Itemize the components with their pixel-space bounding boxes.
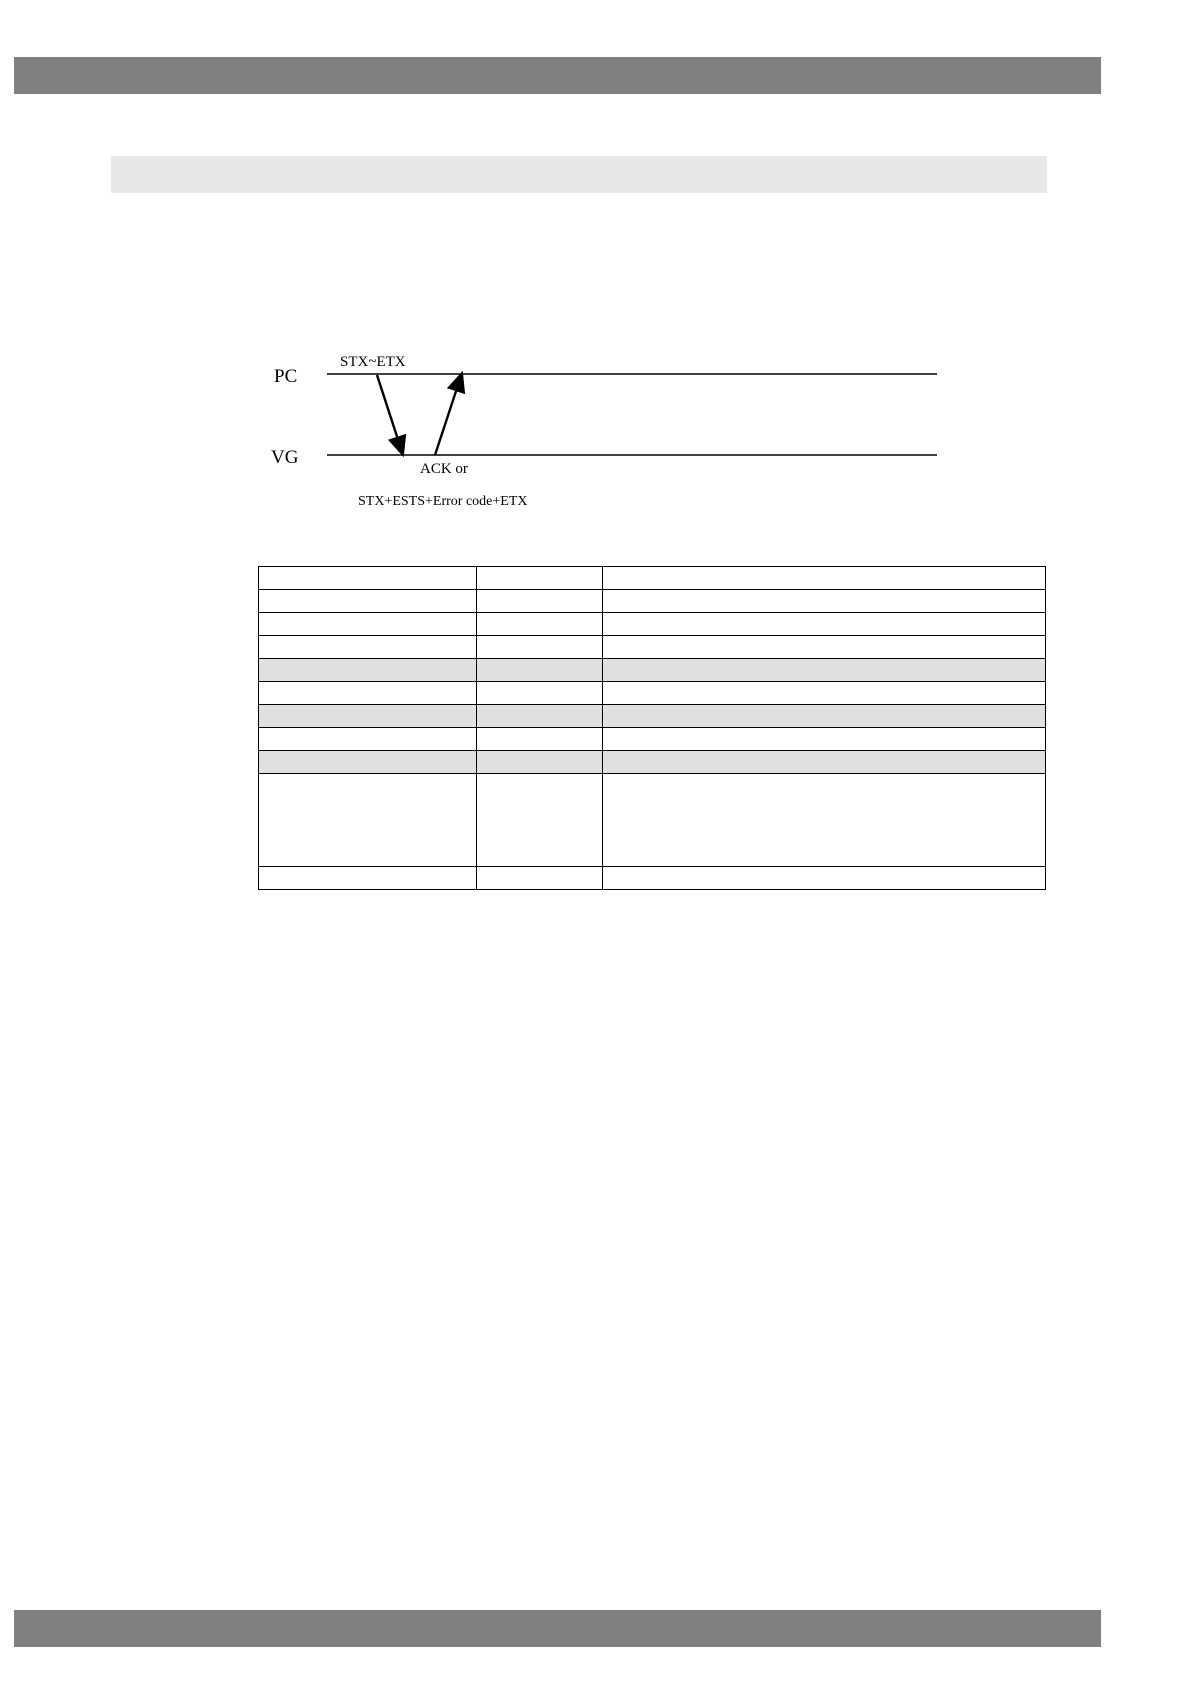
pc-label: PC bbox=[274, 366, 298, 387]
send-label: STX~ETX bbox=[340, 354, 406, 370]
table-cell bbox=[477, 659, 603, 682]
error-code-table bbox=[258, 566, 1046, 890]
communication-sequence-diagram bbox=[250, 340, 950, 520]
table-cell bbox=[259, 751, 477, 774]
table-cell bbox=[477, 705, 603, 728]
table-cell bbox=[259, 728, 477, 751]
table-cell bbox=[603, 682, 1046, 705]
footer-band bbox=[14, 1610, 1101, 1647]
error-code-table-body bbox=[259, 567, 1046, 890]
table-cell bbox=[603, 705, 1046, 728]
send-arrow bbox=[377, 375, 403, 455]
table-cell bbox=[477, 567, 603, 590]
table-cell bbox=[259, 705, 477, 728]
header-band bbox=[14, 57, 1101, 94]
table-cell bbox=[603, 867, 1046, 890]
table-row bbox=[259, 682, 1046, 705]
table-cell bbox=[259, 867, 477, 890]
reply-arrow bbox=[435, 373, 462, 455]
table-row bbox=[259, 590, 1046, 613]
reply-label-line1: ACK or bbox=[420, 461, 468, 477]
table-cell bbox=[603, 659, 1046, 682]
table-cell bbox=[259, 774, 477, 867]
table-cell bbox=[603, 751, 1046, 774]
table-cell bbox=[477, 682, 603, 705]
table-cell bbox=[603, 774, 1046, 867]
table-row bbox=[259, 636, 1046, 659]
table-cell bbox=[603, 567, 1046, 590]
table-row bbox=[259, 728, 1046, 751]
table-cell bbox=[477, 613, 603, 636]
reply-label-line2: STX+ESTS+Error code+ETX bbox=[358, 494, 528, 509]
table-row bbox=[259, 751, 1046, 774]
table-cell bbox=[477, 590, 603, 613]
table-cell bbox=[603, 728, 1046, 751]
table-cell bbox=[259, 659, 477, 682]
table-row bbox=[259, 705, 1046, 728]
table-cell bbox=[477, 636, 603, 659]
section-heading-bar bbox=[111, 156, 1047, 193]
vg-label: VG bbox=[271, 447, 299, 468]
table-cell bbox=[477, 867, 603, 890]
table-row bbox=[259, 867, 1046, 890]
table-cell bbox=[477, 728, 603, 751]
table-row bbox=[259, 613, 1046, 636]
table-cell bbox=[259, 590, 477, 613]
table-cell bbox=[259, 613, 477, 636]
table-cell bbox=[603, 636, 1046, 659]
table-cell bbox=[477, 774, 603, 867]
table-cell bbox=[259, 567, 477, 590]
table-row bbox=[259, 567, 1046, 590]
table-row bbox=[259, 774, 1046, 867]
table-cell bbox=[259, 636, 477, 659]
table-cell bbox=[477, 751, 603, 774]
table-cell bbox=[259, 682, 477, 705]
table-cell bbox=[603, 613, 1046, 636]
table-row bbox=[259, 659, 1046, 682]
table-cell bbox=[603, 590, 1046, 613]
